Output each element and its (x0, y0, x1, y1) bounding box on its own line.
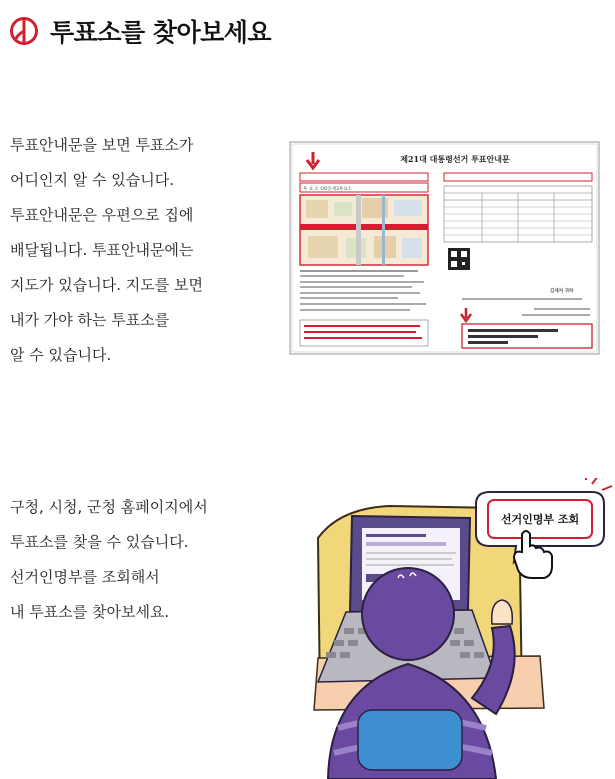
notice-recipient: 김세저 귀하 (550, 289, 574, 294)
page-title: 투표소를 찾아보세요 (50, 18, 272, 47)
section2-line: 내 투표소를 찾아보세요. (10, 603, 170, 621)
section1-line: 배달됩니다. 투표안내문에는 (10, 241, 194, 259)
bubble-label: 선거인명부 조회 (500, 513, 580, 526)
section1-line: 어디인지 알 수 있습니다. (10, 171, 174, 189)
section1-line: 투표안내문은 우편으로 집에 (10, 206, 194, 224)
voting-notice-illustration (282, 140, 605, 358)
section1-line: 알 수 있습니다. (10, 346, 112, 364)
section2-line: 구청, 시청, 군청 홈페이지에서 (10, 498, 208, 516)
section1-line: 내가 가야 하는 투표소를 (10, 311, 170, 329)
laptop-user-illustration (300, 478, 615, 779)
page-heading (8, 10, 271, 52)
section2-line: 선거인명부를 조회해서 (10, 568, 160, 586)
section2-line: 투표소를 찾을 수 있습니다. (10, 533, 189, 551)
person-head (362, 568, 454, 660)
section1-line: 지도가 있습니다. 지도를 보면 (10, 276, 203, 294)
sparkle-icon (586, 478, 612, 490)
notice-address-label: 투 표 소 OO동제3투표소 (303, 187, 353, 192)
vote-mark-icon (8, 15, 40, 47)
section2-text (10, 490, 270, 630)
section1-text (10, 128, 270, 373)
notice-title: 제21대 대통령선거 투표안내문 (400, 154, 510, 164)
section1-line: 투표안내문을 보면 투표소가 (10, 136, 194, 154)
